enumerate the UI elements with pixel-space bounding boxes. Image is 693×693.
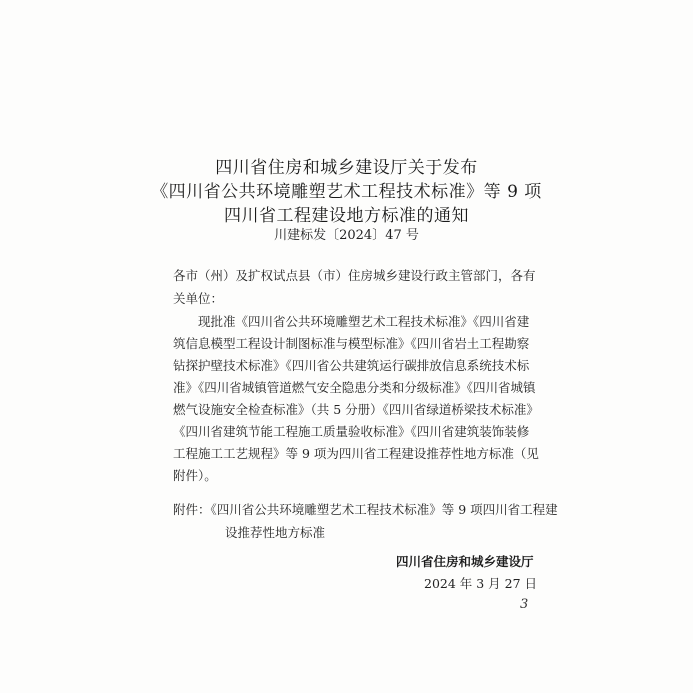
- attachment-line-1: 附件：《四川省公共环境雕塑艺术工程技术标准》等 9 项四川省工程建: [173, 502, 558, 517]
- issue-date: 2024 年 3 月 27 日: [424, 576, 538, 591]
- body-line-2: 筑信息模型工程设计制图标准与模型标准》《四川省岩土工程勘察: [173, 336, 530, 351]
- addressee-line-1: 各市（州）及扩权试点县（市）住房城乡建设行政主管部门，各有: [173, 268, 536, 283]
- body-line-5: 燃气设施安全检查标准》（共 5 分册）《四川省绿道桥梁技术标准》: [173, 402, 539, 417]
- title-line-3: 四川省工程建设地方标准的通知: [224, 206, 469, 226]
- body-line-3: 钻探护壁技术标准》《四川省公共建筑运行碳排放信息系统技术标: [173, 358, 530, 373]
- issuing-authority: 四川省住房和城乡建设厅: [396, 554, 534, 569]
- page-number: 3: [520, 597, 529, 612]
- title-line-1: 四川省住房和城乡建设厅关于发布: [215, 158, 478, 178]
- body-line-8: 附件）。: [173, 468, 217, 483]
- attachment-line-2: 设推荐性地方标准: [225, 525, 326, 540]
- body-line-6: 《四川省建筑节能工程施工质量验收标准》《四川省建筑装饰装修: [173, 424, 530, 439]
- title-line-2: 《四川省公共环境雕塑艺术工程技术标准》等 9 项: [151, 182, 542, 202]
- body-line-1: 现批准《四川省公共环境雕塑艺术工程技术标准》《四川省建: [198, 314, 530, 329]
- body-line-7: 工程施工工艺规程》等 9 项为四川省工程建设推荐性地方标准（见: [173, 446, 539, 461]
- addressee-line-2: 关单位：: [173, 291, 224, 306]
- document-number: 川建标发〔2024〕47 号: [274, 228, 419, 243]
- body-line-4: 准》《四川省城镇管道燃气安全隐患分类和分级标准》《四川省城镇: [173, 380, 536, 395]
